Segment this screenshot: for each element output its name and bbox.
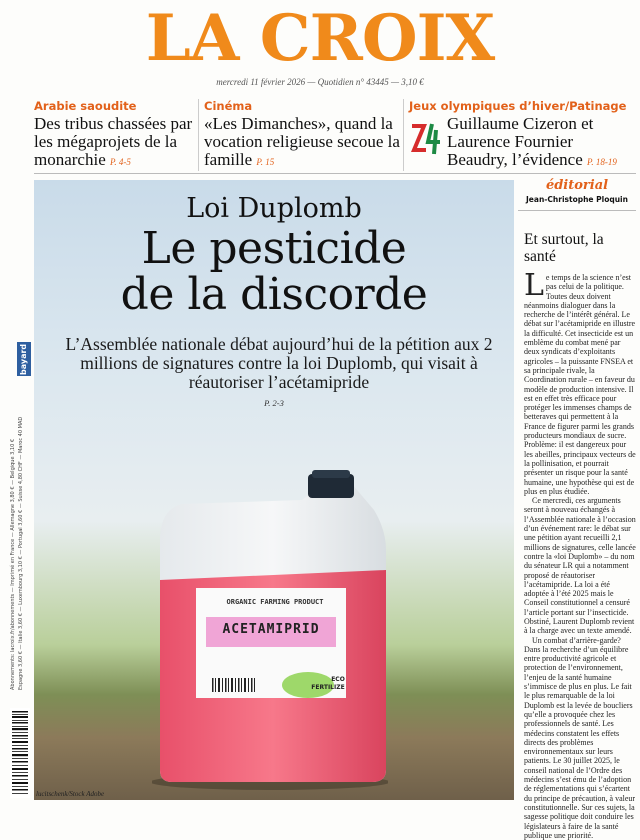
dropcap: L: [524, 268, 544, 303]
divider: [518, 210, 636, 211]
editorial-author: Jean-Christophe Ploquin: [526, 195, 628, 204]
hero-story[interactable]: [34, 180, 514, 800]
hero-lead: L’Assemblée nationale débat aujourd’hui de la pétition aux 2 millions de signatures contre la loi Duplomb, qui visait à réautoriser l’acétamipride: [65, 334, 493, 392]
teaser-kicker: Arabie saoudite: [34, 99, 137, 113]
olympics-logo-icon: [410, 120, 442, 156]
bayard-logo: bayard: [17, 342, 31, 376]
legal-text: Abonnements: lacroix.fr/abonnements — Imprimé en France — Allemagne 3,80 € — Belgique 3,10 €: [10, 438, 16, 690]
section-rule: [34, 173, 636, 174]
divider: [403, 99, 404, 171]
editorial-column[interactable]: [518, 178, 636, 840]
hero-title: Le pesticide de la discorde: [120, 223, 428, 320]
teaser-headline: Des tribus chassées par les mégaprojets de la monarchie P. 4-5: [34, 114, 193, 169]
label-product-name: ACETAMIPRID: [222, 622, 320, 637]
photo-credit: lucitschenk/Stock Adobe: [36, 790, 105, 798]
label-badge-eco: ECO: [331, 676, 345, 683]
teaser-page: P. 4-5: [110, 157, 131, 167]
teaser-headline: Guillaume Cizeron et Laurence Fournier Beaudry, l’évidence P. 18-19: [447, 114, 617, 169]
dateline: mercredi 11 février 2026 — Quotidien n° 43445 — 3,10 €: [216, 77, 424, 87]
label-badge-fertilize: FERTILIZE: [311, 684, 345, 691]
teaser-page: P. 15: [256, 157, 275, 167]
newspaper-logo: LA CROIX: [145, 1, 495, 76]
hero-page: P. 2-3: [264, 398, 284, 408]
teaser-arabie[interactable]: [34, 99, 194, 171]
teaser-cinema[interactable]: [204, 99, 400, 171]
masthead: [0, 0, 640, 96]
editorial-title: Et surtout, la santé: [524, 231, 604, 265]
teaser-headline: «Les Dimanches», quand la vocation religieuse secoue la famille P. 15: [204, 114, 400, 169]
teaser-jo[interactable]: [409, 99, 637, 171]
teaser-page: P. 18-19: [587, 157, 617, 167]
legal-text: Espagne 3,60 € — Italie 3,60 € — Luxembourg 3,10 € — Portugal 3,60 € — Suisse 4,80 CHF — Maroc 40 MAD: [18, 416, 24, 690]
teaser-kicker: Cinéma: [204, 99, 253, 113]
teaser-kicker: Jeux olympiques d’hiver/Patinage: [409, 99, 627, 113]
divider: [198, 99, 199, 171]
editorial-body: Le temps de la science n’est pas celui de la politique. Toutes deux doivent néanmoins dialoguer dans la recherche de l’intérêt général. Le débat sur l’acétamipride en illustre la difficulté. Cet insecticide est un emblème du combat mené par deux syndicats d’exploitants agricoles – la puissante FNSEA et sa principale rivale, la Coordination rurale – en faveur du modèle de production intensive. Il est en effet très efficace pour protéger les immenses champs de betteraves qui permettent à la France de figurer parmi les grands producteurs mondiaux de sucre. Problème: il est dangereux pour les abeilles, principaux vecteurs de la pollinisation, et pourrait présenter un risque pour la santé humaine, une hypothèse qui est de plus en plus étudiée. Ce mercredi, ces arguments seront à nouveau échangés à l’Assemblée nationale à l’occasion d’un événement rare: le débat sur une pétition ayant recueilli 2,1 millions de signatures, celle lancée contre la «loi Duplomb» – du nom du sénateur LR qui a notamment proposé de réautoriser l’acétamipride. La loi a été adoptée à l’été 2025 mais le Conseil constitutionnel a censuré l’article portant sur l’insecticide. Obstiné, Laurent Duplomb revient à la charge avec un texte amendé. Un combat d’arrière-garde? Dans la recherche d’un équilibre entre productivité agricole et protection de l’environnement, l’enjeu de la santé humaine s’immisce de plus en plus. Le fait le plus remarquable de la loi Duplomb est la levée de boucliers qu’elle a provoquée chez les professionnels de santé. Les médecins constatent les effets directs des problèmes environnementaux sur leurs patients. Le 30 juillet 2025, le conseil national de l’Ordre des médecins s’est ému de l’adoption de réglementations qui s’écartent du principe de précaution, à valeur constitutionnelle. Sur ces sujets, la sagesse politique doit conduire les législateurs à faire de la santé publique une priorité.: [524, 268, 636, 840]
barcode-icon: [10, 708, 30, 798]
label-top-text: ORGANIC FARMING PRODUCT: [226, 598, 324, 606]
hero-kicker: Loi Duplomb: [186, 193, 362, 224]
editorial-label: éditorial: [545, 178, 609, 193]
